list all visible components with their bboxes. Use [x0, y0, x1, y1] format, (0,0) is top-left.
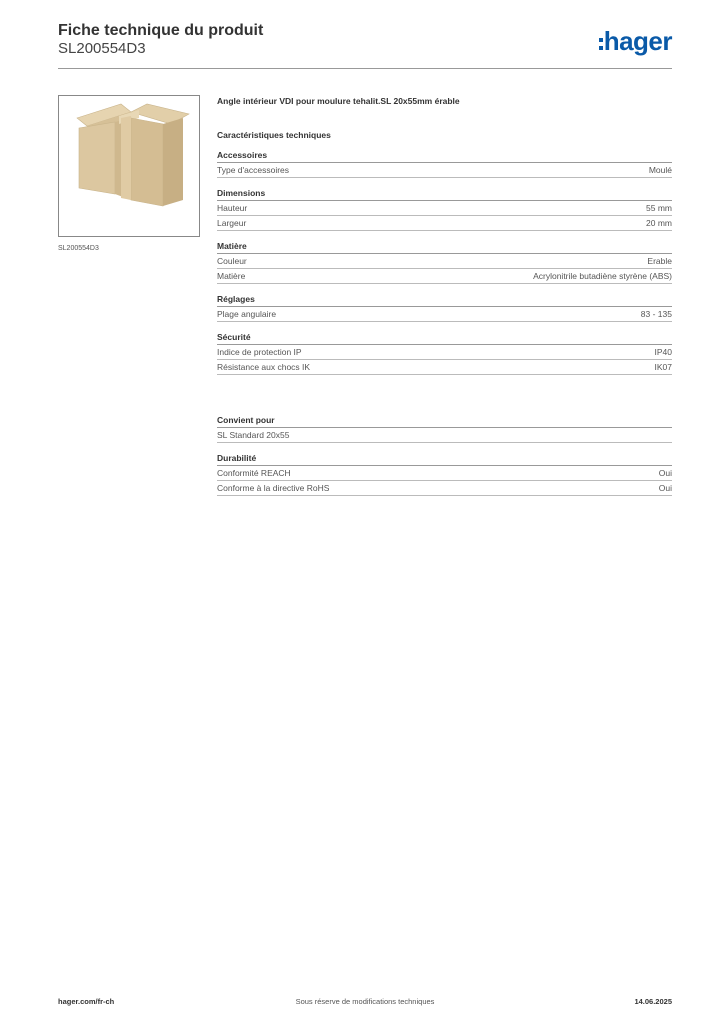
spec-row: [217, 307, 672, 322]
spec-label: Conforme à la directive RoHS: [217, 483, 330, 493]
technical-characteristics-title: Caractéristiques techniques: [217, 130, 331, 140]
spec-value: Erable: [647, 256, 672, 266]
spec-label: Conformité REACH: [217, 468, 291, 478]
section-matiere: [217, 241, 672, 284]
spec-value: Acrylonitrile butadiène styrène (ABS): [533, 271, 672, 281]
section-title: Réglages: [217, 294, 672, 307]
spec-row: [217, 254, 672, 269]
section-title: Matière: [217, 241, 672, 254]
spec-value: IP40: [654, 347, 672, 357]
spec-value: IK07: [654, 362, 672, 372]
spec-row: [217, 269, 672, 284]
logo-colon-icon: [599, 38, 603, 50]
logo-text: hager: [603, 26, 672, 56]
section-accessoires: [217, 150, 672, 178]
spec-value: Moulé: [648, 165, 672, 175]
spec-label: Résistance aux chocs IK: [217, 362, 311, 372]
section-title: Convient pour: [217, 415, 672, 428]
spec-row: [217, 201, 672, 216]
footer-website-link[interactable]: hager.com/fr-ch: [58, 997, 115, 1006]
section-title: Dimensions: [217, 188, 672, 201]
product-image: [58, 95, 200, 237]
section-title: Sécurité: [217, 332, 672, 345]
spec-row: [217, 360, 672, 375]
section-reglages: [217, 294, 672, 322]
spec-label: Indice de protection IP: [217, 347, 302, 357]
spec-row: [217, 466, 672, 481]
spec-label: Plage angulaire: [217, 309, 277, 319]
spec-label: Hauteur: [217, 203, 248, 213]
spec-row: [217, 428, 672, 443]
product-details: [217, 96, 672, 496]
spec-value: Oui: [658, 468, 672, 478]
spec-label: Couleur: [217, 256, 247, 266]
spec-value: Oui: [658, 483, 672, 493]
image-caption: SL200554D3: [58, 245, 99, 252]
spec-value: 20 mm: [646, 218, 672, 228]
section-dimensions: [217, 188, 672, 231]
footer-notice: Sous réserve de modifications techniques: [295, 997, 435, 1006]
footer-date: 14.06.2025: [634, 997, 672, 1006]
section-durabilite: [217, 453, 672, 496]
header-divider: [58, 68, 672, 69]
spec-label: Type d'accessoires: [217, 165, 290, 175]
spec-label: Largeur: [217, 218, 247, 228]
spec-row: [217, 481, 672, 496]
spec-row: [217, 345, 672, 360]
spec-value: 83 - 135: [640, 309, 672, 319]
section-securite: [217, 332, 672, 375]
spec-label: Matière: [217, 271, 246, 281]
section-title: Accessoires: [217, 150, 672, 163]
document-title: Fiche technique du produit: [58, 22, 264, 39]
spec-row: [217, 216, 672, 231]
section-convient-pour: [217, 415, 672, 443]
section-title: Durabilité: [217, 453, 672, 466]
spec-label: SL Standard 20x55: [217, 430, 290, 440]
page-header: [58, 22, 672, 68]
product-name: Angle intérieur VDI pour moulure tehalit.SL 20x55mm érable: [217, 96, 460, 106]
hager-logo: [599, 28, 672, 54]
interior-angle-icon: [59, 96, 199, 236]
spec-value: 55 mm: [646, 203, 672, 213]
product-reference: SL200554D3: [58, 40, 146, 57]
spec-row: [217, 163, 672, 178]
